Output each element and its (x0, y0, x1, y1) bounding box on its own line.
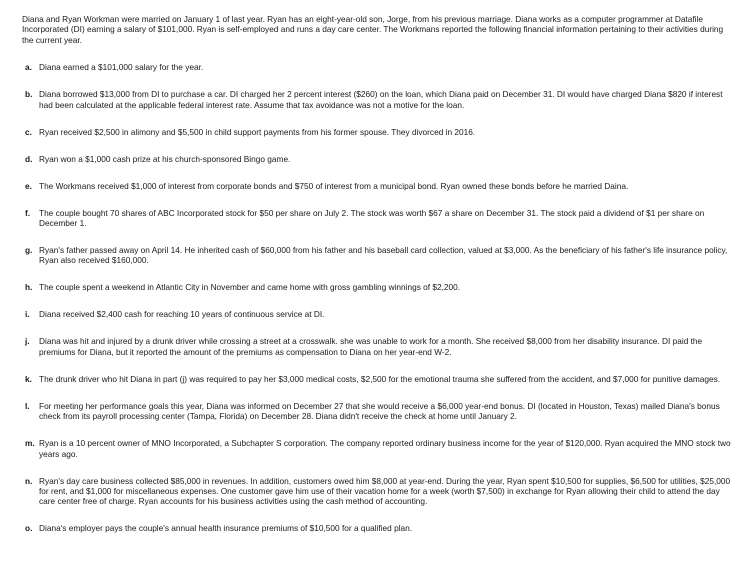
item-label: m. (25, 438, 35, 449)
item-label: l. (25, 400, 30, 411)
item-text: Diana earned a $101,000 salary for the year. (39, 62, 204, 73)
item-label: a. (25, 62, 32, 73)
item-text: Ryan's day care business collected $85,000 in revenues. In addition, customers owed him $8,000 at year-end. During the year, Ryan spent $10,500 for supplies, $6,500 for utilities, $25,000 for rent, and $1,000 for miscellaneous expenses. One customer gave him use of their vacation home for a week (worth $7,500) in exchange for Ryan allowing their child to attend the day care center free of charge. Ryan accounts for his business activities using the cash method of accounting. (39, 475, 731, 507)
list-item-i (22, 309, 733, 319)
item-text: Diana's employer pays the couple's annual health insurance premiums of $10,500 for a qualified plan. (39, 523, 413, 534)
intro-paragraph: Diana and Ryan Workman were married on January 1 of last year. Ryan has an eight-year-old son, Jorge, from his previous marriage. Diana works as a computer programmer at Datafile Incorporated (DI) earning a salary of $101,000. Ryan is self-employed and runs a day care center. The Workmans reported the following financial information pertaining to their activities during the current year. (22, 14, 724, 45)
item-label: o. (25, 523, 33, 534)
list-item-l (22, 401, 733, 422)
item-text: For meeting her performance goals this year, Diana was informed on December 27 that she would receive a $6,000 year-end bonus. DI (located in Houston, Texas) mailed Diana's bonus check from its payroll processing center (Tampa, Florida) on December 28. Diana didn't receive the check at home until January 2. (39, 400, 720, 422)
item-label: i. (25, 309, 30, 320)
list-item-c (22, 127, 733, 137)
item-text: Diana was hit and injured by a drunk driver while crossing a street at a crosswalk. she was unable to work for a month. She received $8,000 from her disability insurance. DI paid the premiums for Diana, but it reported the amount of the premiums as compensation to Diana on her year-end W-2. (39, 336, 703, 357)
item-text: The couple bought 70 shares of ABC Incorporated stock for $50 per share on July 2. The stock was worth $67 a share on December 31. The stock paid a dividend of $1 per share on December 1. (39, 207, 705, 229)
item-label: f. (25, 207, 31, 218)
list-item-d (22, 154, 733, 164)
list-item-n (22, 476, 733, 507)
item-text: The drunk driver who hit Diana in part (j) was required to pay her $3,000 medical costs, $2,500 for the emotional trauma she suffered from the accident, and $7,000 for punitive damages. (39, 373, 721, 384)
list-item-a (22, 62, 733, 72)
item-label: j. (25, 336, 30, 347)
item-label: n. (25, 475, 33, 486)
list-item-g (22, 245, 733, 266)
item-text: The Workmans received $1,000 of interest from corporate bonds and $750 of interest from a municipal bond. Ryan owned these bonds before he married Daina. (39, 180, 629, 191)
item-label: d. (25, 153, 33, 164)
list-item-b (22, 89, 733, 110)
list-item-h (22, 282, 733, 292)
item-label: g. (25, 245, 33, 256)
item-label: b. (25, 89, 33, 100)
item-text: The couple spent a weekend in Atlantic City in November and came home with gross gambling winnings of $2,200. (39, 282, 461, 293)
list-item-k (22, 374, 733, 384)
item-text: Ryan received $2,500 in alimony and $5,500 in child support payments from his former spouse. They divorced in 2016. (39, 126, 476, 137)
list-item-j (22, 336, 733, 357)
item-text: Diana borrowed $13,000 from DI to purchase a car. DI charged her 2 percent interest ($260) on the loan, which Diana paid on December 31. DI would have charged Diana $820 if interest had been calculated at the applicable federal interest rate. Assume that tax avoidance was not a motive for the loan. (39, 89, 723, 110)
item-label: e. (25, 180, 32, 191)
list-item-m (22, 438, 733, 459)
list-item-o (22, 523, 733, 533)
item-text: Ryan won a $1,000 cash prize at his church-sponsored Bingo game. (39, 153, 291, 164)
item-text: Diana received $2,400 cash for reaching 10 years of continuous service at DI. (39, 309, 325, 320)
list-item-f (22, 208, 733, 229)
item-label: h. (25, 282, 33, 293)
list-item-e (22, 181, 733, 191)
item-label: k. (25, 373, 32, 384)
item-label: c. (25, 126, 32, 137)
item-text: Ryan is a 10 percent owner of MNO Incorporated, a Subchapter S corporation. The company reported ordinary business income for the year of $120,000. Ryan acquired the MNO stock two years ago. (39, 438, 731, 459)
item-text: Ryan's father passed away on April 14. He inherited cash of $60,000 from his father and his baseball card collection, valued at $3,000. As the beneficiary of his father's life insurance policy, Ryan also received $160,000. (39, 245, 728, 266)
